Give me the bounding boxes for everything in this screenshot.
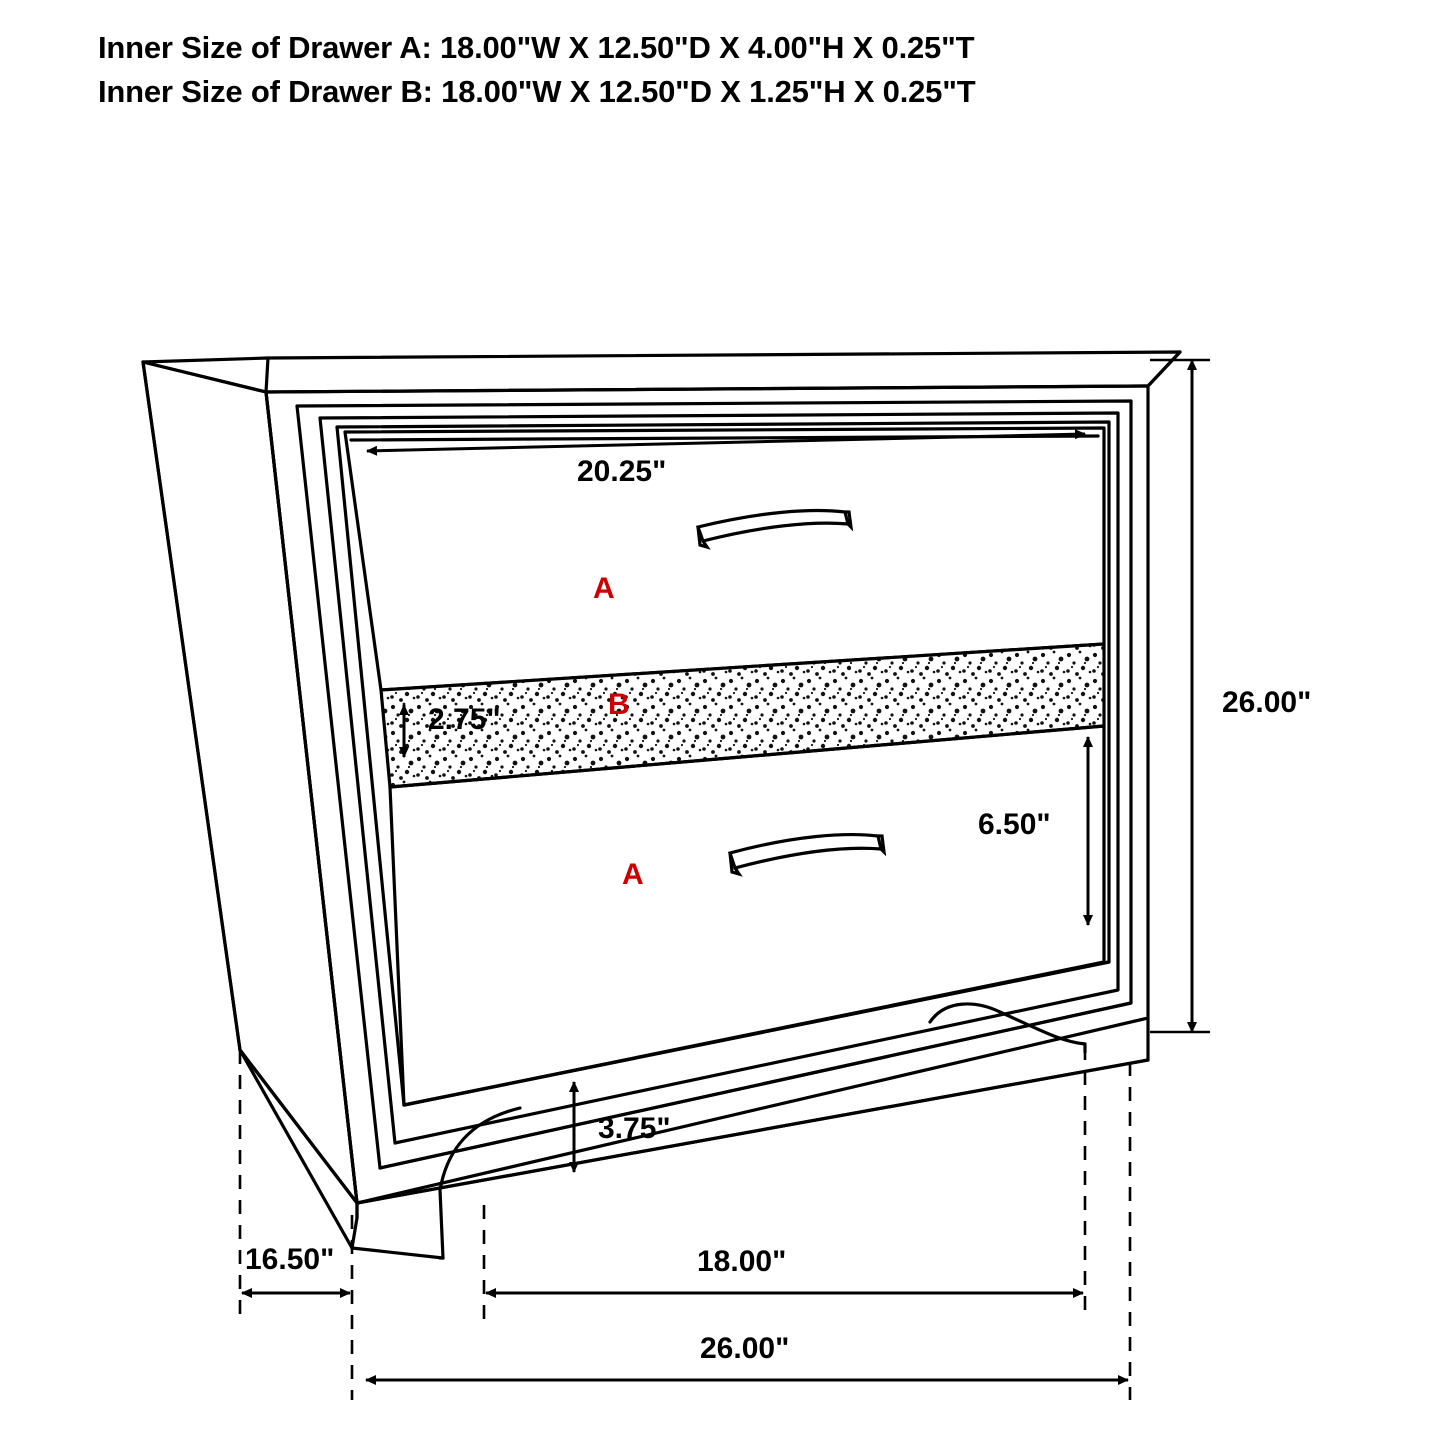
inner-size-drawer-b-text: Inner Size of Drawer B: 18.00"W X 12.50"D X 1.25"H X 0.25"T bbox=[98, 74, 976, 109]
drawer-label-middle-b: B bbox=[608, 688, 630, 721]
inner-size-drawer-a-text: Inner Size of Drawer A: 18.00"W X 12.50"D X 4.00"H X 0.25"T bbox=[98, 30, 975, 65]
dim-label-bottom-drawer-height: 6.50" bbox=[978, 808, 1051, 841]
drawer-handle-top bbox=[698, 511, 851, 547]
drawer-label-top-a: A bbox=[593, 572, 615, 605]
dim-label-foot-span: 18.00" bbox=[697, 1245, 787, 1278]
dim-label-drawer-b-height: 2.75" bbox=[428, 703, 501, 736]
dimension-lines bbox=[240, 360, 1210, 1400]
dim-label-overall-width: 26.00" bbox=[700, 1332, 790, 1365]
drawer-label-bottom-a: A bbox=[622, 858, 644, 891]
drawer-handle-bottom bbox=[730, 835, 884, 874]
dim-label-overall-height: 26.00" bbox=[1222, 686, 1312, 719]
dim-label-leg-height: 3.75" bbox=[598, 1112, 671, 1145]
dim-label-drawer-width: 20.25" bbox=[577, 455, 667, 488]
dim-label-side-depth: 16.50" bbox=[245, 1243, 335, 1276]
